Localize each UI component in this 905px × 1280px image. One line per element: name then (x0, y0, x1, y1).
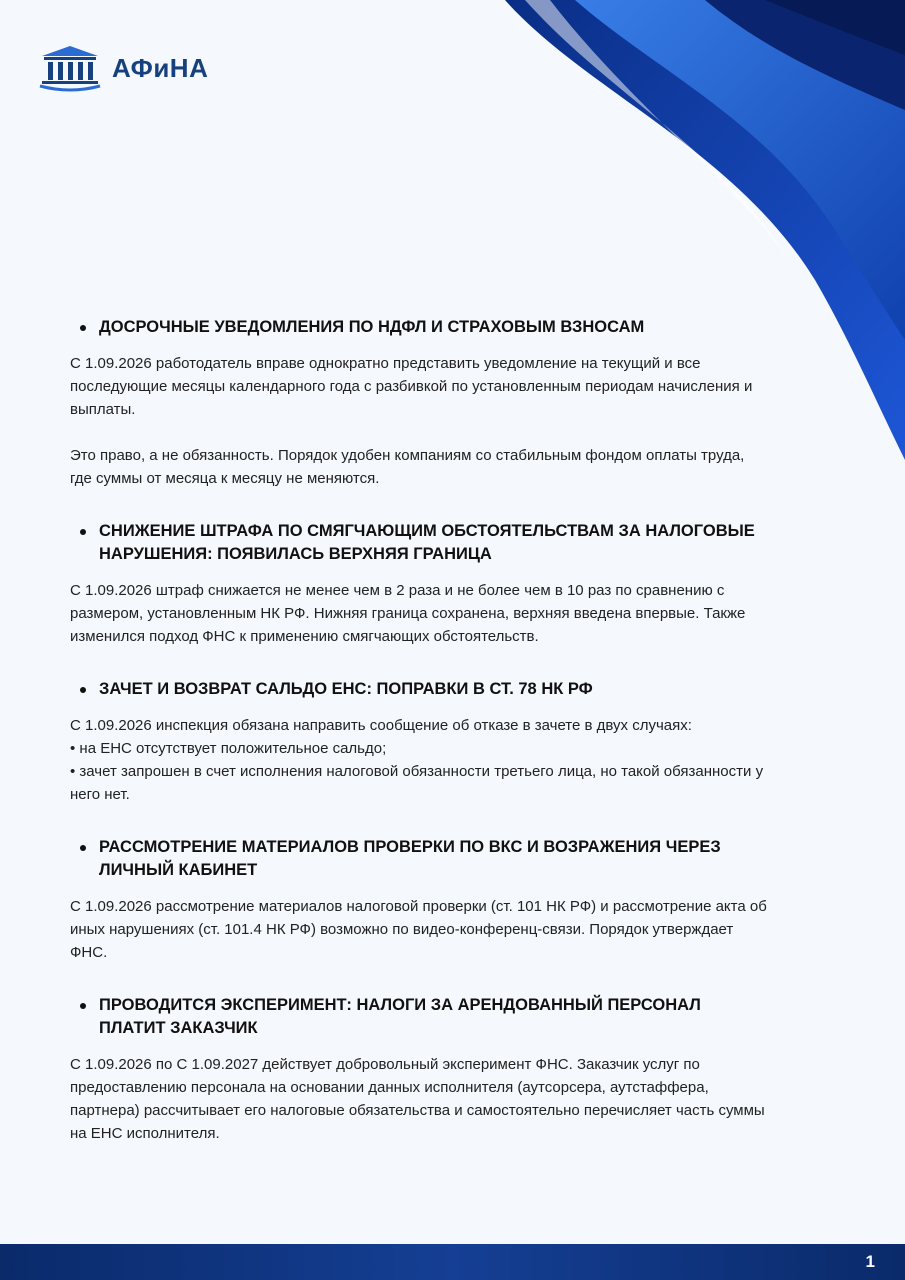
section-heading: РАССМОТРЕНИЕ МАТЕРИАЛОВ ПРОВЕРКИ ПО ВКС И ВОЗРАЖЕНИЯ ЧЕРЕЗ ЛИЧНЫЙ КАБИНЕТ (70, 836, 770, 882)
section-video-review (70, 836, 770, 964)
building-columns-icon (38, 44, 102, 92)
paragraph: С 1.09.2026 работодатель вправе однократно представить уведомление на текущий и все последующие месяцы календарного года с разбивкой по установленным периодам начисления и выплаты. (70, 355, 753, 418)
paragraph: • на ЕНС отсутствует положительное сальдо; (70, 740, 387, 757)
section-heading: СНИЖЕНИЕ ШТРАФА ПО СМЯГЧАЮЩИМ ОБСТОЯТЕЛЬСТВАМ ЗА НАЛОГОВЫЕ НАРУШЕНИЯ: ПОЯВИЛАСЬ ВЕРХНЯЯ ГРАНИЦА (70, 520, 770, 566)
paragraph: С 1.09.2026 инспекция обязана направить сообщение об отказе в зачете в двух случаях: (70, 717, 692, 734)
paragraph: С 1.09.2026 рассмотрение материалов налоговой проверки (ст. 101 НК РФ) и рассмотрение акта об иных нарушениях (ст. 101.4 НК РФ) возможно по видео-конференц-связи. Порядок утверждает ФНС. (70, 898, 767, 961)
section-heading: ПРОВОДИТСЯ ЭКСПЕРИМЕНТ: НАЛОГИ ЗА АРЕНДОВАННЫЙ ПЕРСОНАЛ ПЛАТИТ ЗАКАЗЧИК (70, 994, 770, 1040)
footer-bar (0, 1244, 905, 1280)
document-body (70, 316, 770, 1175)
paragraph: • зачет запрошен в счет исполнения налоговой обязанности третьего лица, но такой обязанности у него нет. (70, 763, 764, 803)
section-heading: ЗАЧЕТ И ВОЗВРАТ САЛЬДО ЕНС: ПОПРАВКИ В СТ. 78 НК РФ (70, 678, 770, 701)
section-experiment (70, 994, 770, 1145)
section-ens-offset (70, 678, 770, 806)
paragraph: Это право, а не обязанность. Порядок удобен компаниям со стабильным фондом оплаты труда, где суммы от месяца к месяцу не меняются. (70, 447, 745, 487)
logo-text: АФиНА (112, 52, 209, 83)
page-number: 1 (865, 1252, 875, 1271)
paragraph: С 1.09.2026 по С 1.09.2027 действует добровольный эксперимент ФНС. Заказчик услуг по предоставлению персонала на основании данных исполнителя (аутсорсера, аутстаффера, партнера) рассчитывает его налоговые обязательства и самостоятельно перечисляет часть суммы на ЕНС исполнителя. (70, 1056, 765, 1142)
section-early-notices (70, 316, 770, 490)
paragraph: С 1.09.2026 штраф снижается не менее чем в 2 раза и не более чем в 10 раз по сравнению с размером, установленным НК РФ. Нижняя граница сохранена, верхняя введена впервые. Также изменился подход ФНС к применению смягчающих обстоятельств. (70, 582, 746, 645)
logo (38, 44, 208, 92)
section-heading: ДОСРОЧНЫЕ УВЕДОМЛЕНИЯ ПО НДФЛ И СТРАХОВЫМ ВЗНОСАМ (70, 316, 770, 339)
section-fine-reduction (70, 520, 770, 648)
